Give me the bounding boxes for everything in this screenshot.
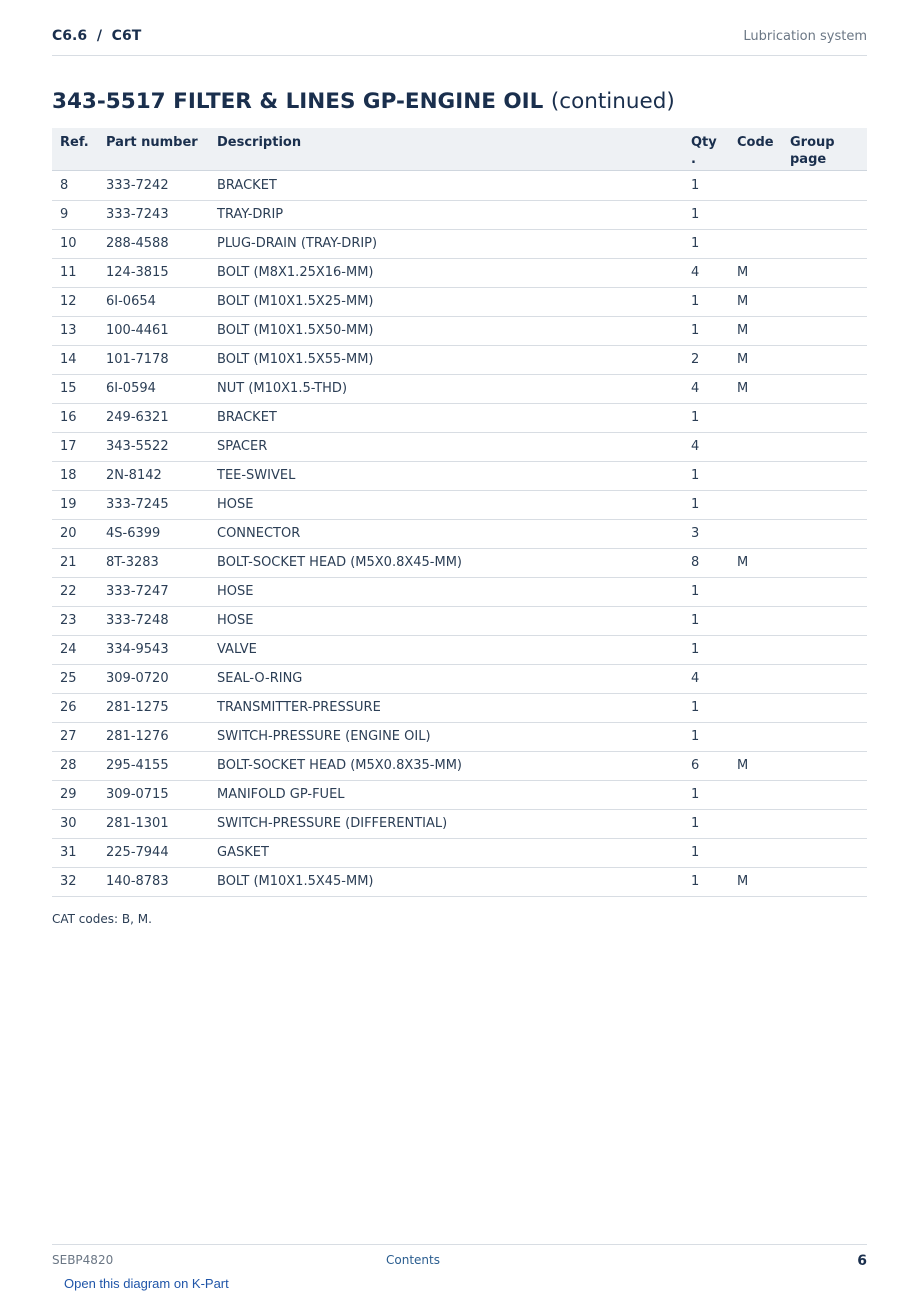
cell-description: TRANSMITTER-PRESSURE [209,693,683,722]
table-row [52,229,867,258]
table-row [52,432,867,461]
cell-group-page [782,258,867,287]
cell-group-page [782,838,867,867]
cell-group-page [782,722,867,751]
cell-code: M [729,374,782,403]
cell-code [729,229,782,258]
cell-ref: 31 [52,838,98,867]
table-row [52,693,867,722]
cell-code: M [729,258,782,287]
cell-description: BOLT (M10X1.5X25-MM) [209,287,683,316]
cell-description: CONNECTOR [209,519,683,548]
cell-description: PLUG-DRAIN (TRAY-DRIP) [209,229,683,258]
cell-qty: 1 [683,200,729,229]
table-row [52,374,867,403]
title-main: 343-5517 FILTER & LINES GP-ENGINE OIL [52,89,544,114]
col-description: Description [209,128,683,170]
cell-description: HOSE [209,490,683,519]
cell-ref: 11 [52,258,98,287]
cell-code [729,635,782,664]
cell-group-page [782,780,867,809]
page-title [52,89,675,114]
cell-description: GASKET [209,838,683,867]
cell-qty: 1 [683,635,729,664]
cell-ref: 21 [52,548,98,577]
cell-ref: 12 [52,287,98,316]
cell-group-page [782,229,867,258]
cell-code: M [729,316,782,345]
cell-ref: 17 [52,432,98,461]
cell-code: M [729,867,782,896]
cell-qty: 1 [683,461,729,490]
cell-code: M [729,345,782,374]
table-row [52,316,867,345]
open-kpart-link[interactable]: Open this diagram on K-Part [64,1276,229,1291]
cell-part-number: 333-7245 [98,490,209,519]
cell-qty: 1 [683,229,729,258]
cell-qty: 1 [683,490,729,519]
cell-part-number: 333-7243 [98,200,209,229]
cell-ref: 16 [52,403,98,432]
cell-ref: 24 [52,635,98,664]
table-row [52,780,867,809]
cell-group-page [782,461,867,490]
cell-code: M [729,751,782,780]
cell-description: BOLT-SOCKET HEAD (M5X0.8X35-MM) [209,751,683,780]
table-row [52,664,867,693]
table-row [52,809,867,838]
cell-code [729,170,782,200]
cell-qty: 1 [683,693,729,722]
cell-ref: 10 [52,229,98,258]
cell-code [729,780,782,809]
cell-part-number: 4S-6399 [98,519,209,548]
table-row [52,258,867,287]
cell-group-page [782,170,867,200]
cell-part-number: 225-7944 [98,838,209,867]
cell-group-page [782,316,867,345]
cell-description: NUT (M10X1.5-THD) [209,374,683,403]
cell-code [729,461,782,490]
cell-ref: 22 [52,577,98,606]
cell-code [729,200,782,229]
cell-code: M [729,548,782,577]
cell-qty: 1 [683,403,729,432]
cell-description: SEAL-O-RING [209,664,683,693]
cell-ref: 23 [52,606,98,635]
cell-group-page [782,403,867,432]
cell-qty: 1 [683,170,729,200]
cell-description: BRACKET [209,170,683,200]
cell-part-number: 343-5522 [98,432,209,461]
cell-description: BOLT (M10X1.5X45-MM) [209,867,683,896]
cell-group-page [782,577,867,606]
contents-link[interactable]: Contents [386,1253,440,1267]
engine-model: C6.6 / C6T [52,28,142,44]
page-header [52,28,867,56]
page-footer [52,1244,867,1275]
cell-ref: 14 [52,345,98,374]
table-row [52,200,867,229]
table-row [52,519,867,548]
cell-group-page [782,287,867,316]
cell-code [729,403,782,432]
cell-code [729,606,782,635]
cell-part-number: 281-1276 [98,722,209,751]
cell-qty: 2 [683,345,729,374]
cell-ref: 30 [52,809,98,838]
cell-part-number: 295-4155 [98,751,209,780]
cell-group-page [782,432,867,461]
table-row [52,490,867,519]
cell-group-page [782,490,867,519]
cell-code [729,490,782,519]
cell-ref: 29 [52,780,98,809]
cell-group-page [782,664,867,693]
col-part-number: Part number [98,128,209,170]
table-row [52,751,867,780]
cell-part-number: 8T-3283 [98,548,209,577]
table-row [52,287,867,316]
table-row [52,577,867,606]
table-row [52,345,867,374]
cell-group-page [782,867,867,896]
cell-code [729,577,782,606]
cell-part-number: 333-7242 [98,170,209,200]
cell-description: SWITCH-PRESSURE (DIFFERENTIAL) [209,809,683,838]
cell-description: TEE-SWIVEL [209,461,683,490]
cell-description: HOSE [209,606,683,635]
cell-qty: 1 [683,867,729,896]
table-row [52,867,867,896]
cell-code [729,809,782,838]
parts-table [52,128,867,897]
cat-codes-note: CAT codes: B, M. [52,912,152,926]
cell-ref: 19 [52,490,98,519]
col-qty: Qty . [683,128,729,170]
table-row [52,403,867,432]
cell-qty: 1 [683,316,729,345]
cell-part-number: 249-6321 [98,403,209,432]
cell-group-page [782,345,867,374]
cell-ref: 26 [52,693,98,722]
cell-group-page [782,606,867,635]
cell-ref: 15 [52,374,98,403]
cell-description: MANIFOLD GP-FUEL [209,780,683,809]
cell-ref: 28 [52,751,98,780]
table-row [52,722,867,751]
cell-ref: 32 [52,867,98,896]
cell-description: BOLT (M10X1.5X55-MM) [209,345,683,374]
col-code: Code [729,128,782,170]
cell-group-page [782,809,867,838]
table-row [52,606,867,635]
cell-code [729,838,782,867]
cell-description: HOSE [209,577,683,606]
col-group-page: Group page [782,128,867,170]
cell-qty: 1 [683,780,729,809]
cell-qty: 1 [683,809,729,838]
cell-part-number: 6I-0654 [98,287,209,316]
cell-part-number: 6I-0594 [98,374,209,403]
cell-code [729,722,782,751]
cell-description: BOLT (M8X1.25X16-MM) [209,258,683,287]
cell-group-page [782,374,867,403]
cell-ref: 18 [52,461,98,490]
cell-qty: 1 [683,577,729,606]
col-ref: Ref. [52,128,98,170]
cell-qty: 4 [683,374,729,403]
cell-ref: 25 [52,664,98,693]
cell-part-number: 140-8783 [98,867,209,896]
cell-description: TRAY-DRIP [209,200,683,229]
cell-part-number: 100-4461 [98,316,209,345]
cell-description: SWITCH-PRESSURE (ENGINE OIL) [209,722,683,751]
cell-ref: 20 [52,519,98,548]
cell-qty: 4 [683,258,729,287]
table-row [52,838,867,867]
cell-group-page [782,751,867,780]
cell-code [729,664,782,693]
table-row [52,170,867,200]
cell-group-page [782,548,867,577]
table-row [52,635,867,664]
cell-code [729,693,782,722]
parts-table-body [52,170,867,896]
cell-part-number: 288-4588 [98,229,209,258]
cell-qty: 1 [683,287,729,316]
cell-code [729,519,782,548]
table-header-row [52,128,867,170]
cell-qty: 1 [683,606,729,635]
cell-qty: 6 [683,751,729,780]
cell-group-page [782,519,867,548]
cell-part-number: 101-7178 [98,345,209,374]
cell-group-page [782,200,867,229]
cell-ref: 9 [52,200,98,229]
cell-code [729,432,782,461]
cell-qty: 1 [683,838,729,867]
cell-description: BRACKET [209,403,683,432]
cell-qty: 4 [683,664,729,693]
cell-description: SPACER [209,432,683,461]
cell-part-number: 334-9543 [98,635,209,664]
cell-qty: 3 [683,519,729,548]
cell-ref: 8 [52,170,98,200]
table-row [52,548,867,577]
cell-part-number: 333-7248 [98,606,209,635]
cell-group-page [782,693,867,722]
cell-part-number: 124-3815 [98,258,209,287]
cell-part-number: 2N-8142 [98,461,209,490]
cell-code: M [729,287,782,316]
cell-description: BOLT-SOCKET HEAD (M5X0.8X45-MM) [209,548,683,577]
page-number: 6 [857,1253,867,1269]
cell-ref: 13 [52,316,98,345]
cell-qty: 1 [683,722,729,751]
cell-description: VALVE [209,635,683,664]
cell-qty: 4 [683,432,729,461]
title-suffix: (continued) [550,89,675,114]
cell-part-number: 281-1301 [98,809,209,838]
section-name: Lubrication system [743,29,867,44]
table-row [52,461,867,490]
cell-description: BOLT (M10X1.5X50-MM) [209,316,683,345]
cell-ref: 27 [52,722,98,751]
cell-part-number: 309-0715 [98,780,209,809]
cell-part-number: 333-7247 [98,577,209,606]
cell-part-number: 309-0720 [98,664,209,693]
cell-qty: 8 [683,548,729,577]
cell-group-page [782,635,867,664]
document-id: SEBP4820 [52,1253,114,1267]
cell-part-number: 281-1275 [98,693,209,722]
